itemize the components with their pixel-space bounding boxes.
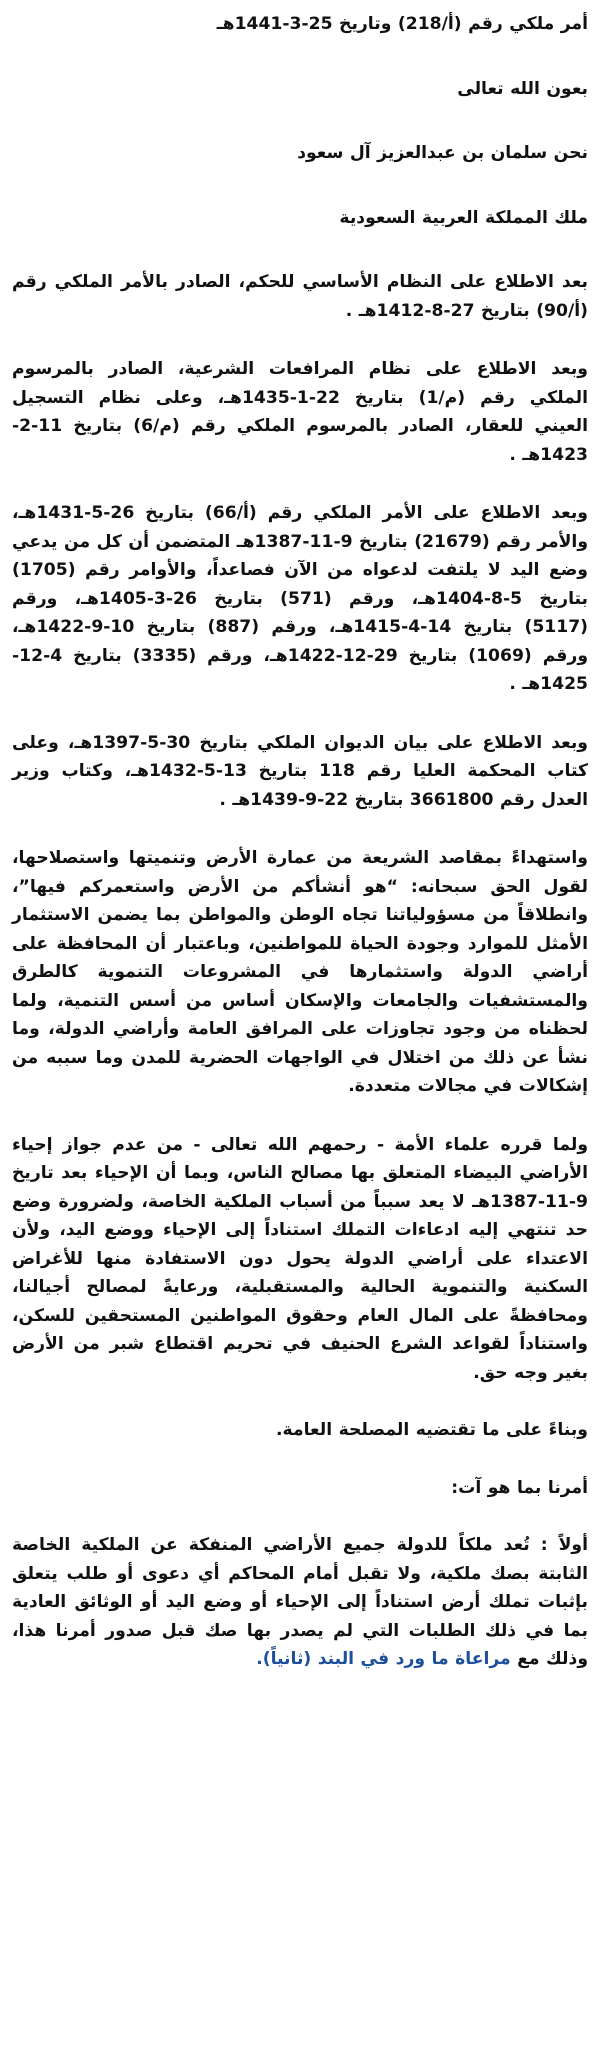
issuer-line: نحن سلمان بن عبدالعزيز آل سعود <box>297 143 588 163</box>
paragraph-scholars-ruling: ولما قرره علماء الأمة - رحمهم الله تعالى - من عدم جواز إحياء الأراضي البيضاء المتعلق بها مصالح الناس، وبما أن الإحياء بعد تاريخ 9-11-1387هـ لا يعد سبباً من أسباب الملكية الخاصة، ولضرورة وضع حد تنتهي إليه ادعاءات التملك استناداً إلى الإحياء ووضع اليد، ولأن الاعتداء على أراضي الدولة يحول دون الاستفادة منها للأغراض السكنية والتنموية الحالية والمستقبلية، ورعايةً لمصالح أجيالنا، ومحافظةً على المال العام وحقوق المواطنين المستحقين للسكن، واستناداً لقواعد الشرع الحنيف في تحريم اقتطاع شبر من الأرض بغير وجه حق. <box>12 1134 588 1383</box>
clause-second-reference-link[interactable]: مراعاة ما ورد في البند (ثانياً). <box>256 1649 511 1669</box>
issuer-title-line: ملك المملكة العربية السعودية <box>339 207 588 228</box>
paragraph-public-interest: وبناءً على ما تقتضيه المصلحة العامة. <box>276 1420 588 1440</box>
order-title-line: أمر ملكي رقم (أ/218) وتاريخ 25-3-1441هـ <box>216 14 588 34</box>
clause-first-text: أولاً : تُعد ملكاً للدولة جميع الأراضي المنفكة عن الملكية الخاصة الثابتة بصك ملكية، ولا تقبل أمام المحاكم أي دعوى أو طلب يتعلق بإثبات تملك أرض استناداً إلى الإحياء أو وضع اليد أو الوثائق العادية بما في ذلك الطلبات التي لم يصدر بها صك قبل صدور أمرنا هذا، وذلك مع <box>12 1535 588 1669</box>
paragraph-order-intro: أمرنا بما هو آت: <box>451 1477 588 1498</box>
paragraph-basic-law: بعد الاطلاع على النظام الأساسي للحكم، الصادر بالأمر الملكي رقم (أ/90) بتاريخ 27-8-1412هـ . <box>12 272 588 321</box>
basmala-line: بعون الله تعالى <box>457 78 588 99</box>
paragraph-clause-first <box>12 1531 588 1674</box>
paragraph-court-letters: وبعد الاطلاع على بيان الديوان الملكي بتاريخ 30-5-1397هـ، وعلى كتاب المحكمة العليا رقم 118 بتاريخ 13-5-1432هـ، وكتاب وزير العدل رقم 3661800 بتاريخ 22-9-1439هـ . <box>12 732 588 810</box>
paragraph-sharia-objectives: واستهداءً بمقاصد الشريعة من عمارة الأرض وتنميتها واستصلاحها، لقول الحق سبحانه: “هو أنشأكم من الأرض واستعمركم فيها”، وانطلاقاً من مسؤولياتنا تجاه الوطن والمواطن بما يضمن الاستثمار الأمثل للموارد وجودة الحياة للمواطنين، وباعتبار أن المحافظة على أراضي الدولة واستثمارها في المشروعات التنموية كالطرق والمستشفيات والجامعات والإسكان أساس من أسس التنمية، ولما لحظناه من وجود تجاوزات على المرافق العامة وأراضي الدولة، وما نشأ عن ذلك من اختلال في الواجهات الحضرية للمدن وما سببه من إشكالات في مجالات متعددة. <box>12 848 588 1096</box>
paragraph-procedures-law: وبعد الاطلاع على نظام المرافعات الشرعية، الصادر بالمرسوم الملكي رقم (م/1) بتاريخ 22-1-1435هـ، وعلى نظام التسجيل العيني للعقار، الصادر بالمرسوم الملكي رقم (م/6) بتاريخ 11-2-1423هـ . <box>12 359 589 465</box>
paragraph-royal-orders: وبعد الاطلاع على الأمر الملكي رقم (أ/66) بتاريخ 26-5-1431هـ، والأمر رقم (21679) بتاريخ 9-11-1387هـ المتضمن أن كل من يدعي وضع اليد لا يلتفت لدعواه من الآن فصاعداً، والأوامر رقم (1705) بتاريخ 5-8-1404هـ، ورقم (571) بتاريخ 26-3-1405هـ، ورقم (5117) بتاريخ 14-4-1415هـ، ورقم (887) بتاريخ 10-9-1422هـ، ورقم (1069) بتاريخ 29-12-1422هـ، ورقم (3335) بتاريخ 4-12-1425هـ . <box>12 503 589 694</box>
